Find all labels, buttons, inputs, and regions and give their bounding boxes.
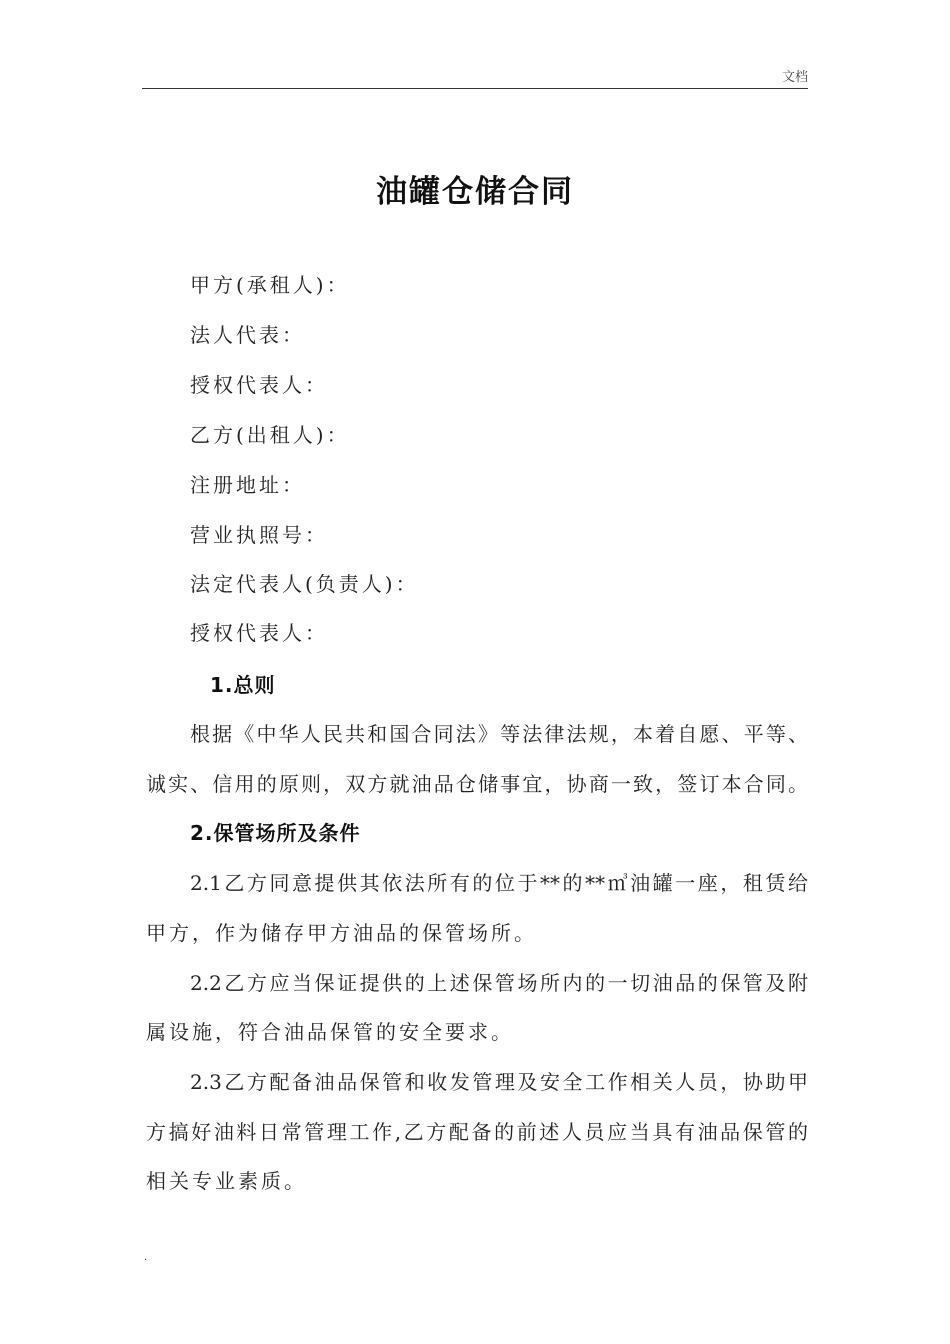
page-header-label: 文档 bbox=[781, 70, 808, 85]
party-business-license: 营业执照号： bbox=[190, 523, 328, 547]
party-tenant: 甲方(承租人)： bbox=[190, 273, 350, 297]
paragraph-line: 2.3乙方配备油品保管和收发管理及安全工作相关人员，协助甲 bbox=[190, 1070, 808, 1094]
paragraph-line: 2.1乙方同意提供其依法所有的位于**的**㎥油罐一座，租赁给 bbox=[190, 871, 808, 895]
footer-mark: . bbox=[144, 1252, 148, 1263]
party-authorized-rep-a: 授权代表人： bbox=[190, 373, 328, 397]
party-lessor: 乙方(出租人)： bbox=[190, 423, 350, 447]
paragraph-line: 2.2乙方应当保证提供的上述保管场所内的一切油品的保管及附 bbox=[190, 971, 808, 995]
paragraph-line: 根据《中华人民共和国合同法》等法律法规，本着自愿、平等、 bbox=[190, 722, 808, 746]
paragraph-line: 属设施，符合油品保管的安全要求。 bbox=[146, 1020, 514, 1044]
paragraph-line: 甲方，作为储存甲方油品的保管场所。 bbox=[146, 921, 537, 945]
paragraph-line: 方搞好油料日常管理工作,乙方配备的前述人员应当具有油品保管的 bbox=[146, 1120, 808, 1144]
party-legal-representative: 法定代表人(负责人)： bbox=[190, 572, 419, 596]
document-title: 油罐仓储合同 bbox=[376, 174, 574, 210]
party-authorized-rep-b: 授权代表人： bbox=[190, 621, 328, 645]
party-legal-rep: 法人代表： bbox=[190, 323, 305, 347]
party-registered-address: 注册地址： bbox=[190, 473, 305, 497]
section-heading-general: 1.总则 bbox=[210, 673, 276, 697]
paragraph-line: 诚实、信用的原则，双方就油品仓储事宜，协商一致，签订本合同。 bbox=[146, 772, 808, 796]
header-rule bbox=[142, 88, 808, 89]
section-heading-storage: 2.保管场所及条件 bbox=[190, 821, 361, 845]
paragraph-line: 相关专业素质。 bbox=[146, 1169, 307, 1193]
